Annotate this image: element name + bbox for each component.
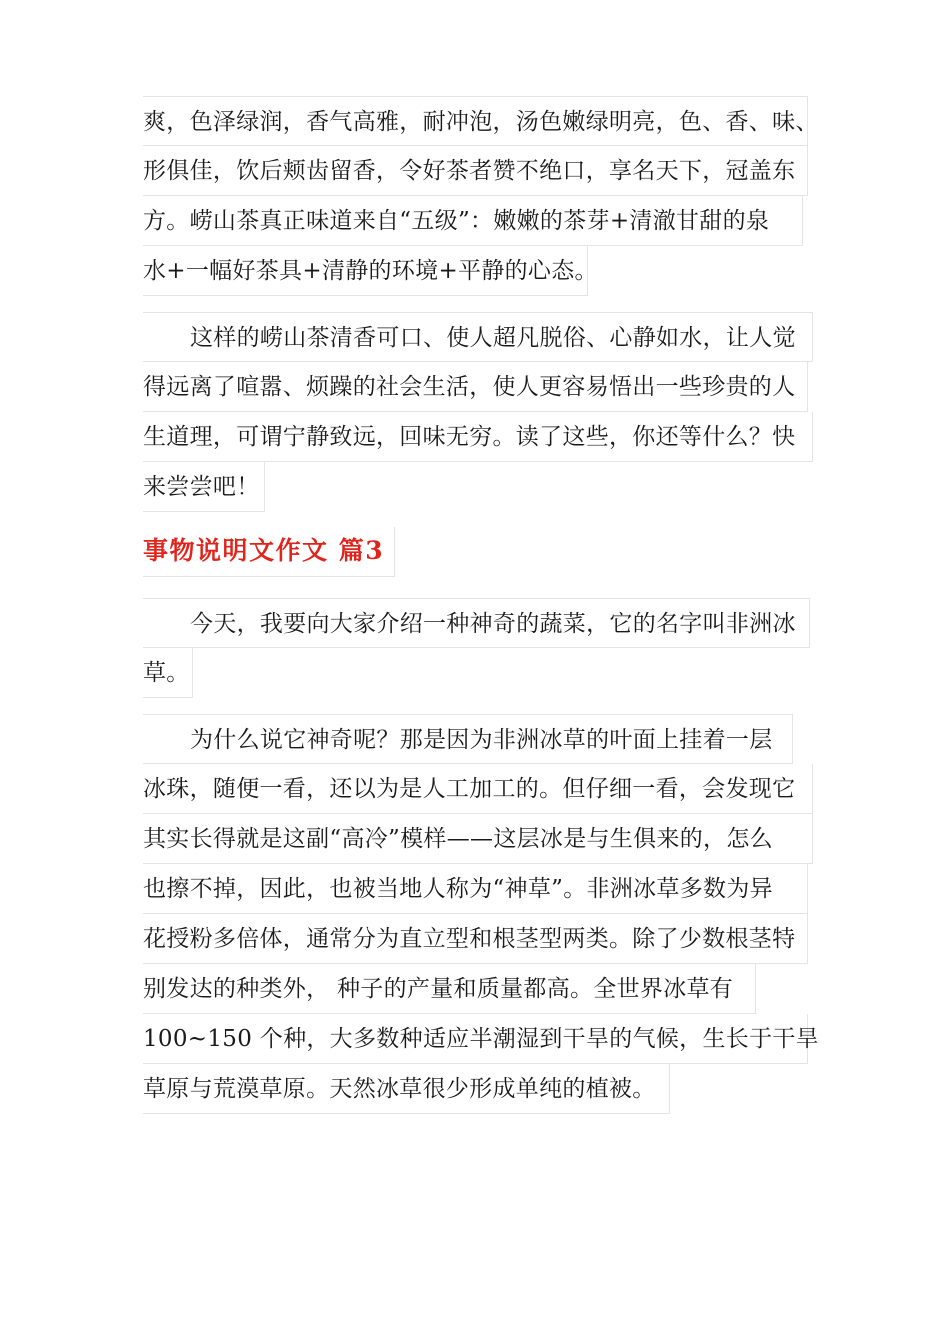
- paragraph-4-line-8: 草原与荒漠草原。天然冰草很少形成单纯的植被。: [143, 1064, 670, 1114]
- paragraph-4-line-1: 为什么说它神奇呢？那是因为非洲冰草的叶面上挂着一层: [143, 714, 793, 764]
- section-heading: 事物说明文作文 篇3: [143, 527, 395, 577]
- paragraph-4-line-2: 冰珠，随便一看，还以为是人工加工的。但仔细一看，会发现它: [143, 764, 813, 814]
- paragraph-4-line-3: 其实长得就是这副“高冷”模样——这层冰是与生俱来的，怎么: [143, 814, 813, 864]
- paragraph-4-line-5: 花授粉多倍体，通常分为直立型和根茎型两类。除了少数根茎特: [143, 914, 808, 964]
- paragraph-4-line-4: 也擦不掉，因此，也被当地人称为“神草”。非洲冰草多数为异: [143, 864, 808, 914]
- paragraph-3-line-2: 草。: [143, 648, 193, 698]
- paragraph-4-line-7: 100~150 个种，大多数种适应半潮湿到干旱的气候，生长于干旱: [143, 1014, 808, 1064]
- paragraph-1-line-3: 方。崂山茶真正味道来自“五级”：嫩嫩的茶芽+清澈甘甜的泉: [143, 196, 803, 246]
- paragraph-3-line-1: 今天，我要向大家介绍一种神奇的蔬菜，它的名字叫非洲冰: [143, 598, 810, 648]
- paragraph-2-line-4: 来尝尝吧！: [143, 462, 265, 512]
- paragraph-2-line-3: 生道理，可谓宁静致远，回味无穷。读了这些，你还等什么？快: [143, 412, 813, 462]
- paragraph-1-line-1: 爽，色泽绿润，香气高雅，耐冲泡，汤色嫩绿明亮，色、香、味、: [143, 96, 808, 146]
- paragraph-2-line-2: 得远离了喧嚣、烦躁的社会生活，使人更容易悟出一些珍贵的人: [143, 362, 808, 412]
- paragraph-2-line-1: 这样的崂山茶清香可口、使人超凡脱俗、心静如水，让人觉: [143, 312, 813, 362]
- paragraph-4-line-6: 别发达的种类外， 种子的产量和质量都高。全世界冰草有: [143, 964, 756, 1014]
- paragraph-1-line-4: 水+一幅好茶具+清静的环境+平静的心态。: [143, 246, 588, 296]
- paragraph-1-line-2: 形俱佳，饮后颊齿留香，令好茶者赞不绝口，享名天下，冠盖东: [143, 146, 808, 196]
